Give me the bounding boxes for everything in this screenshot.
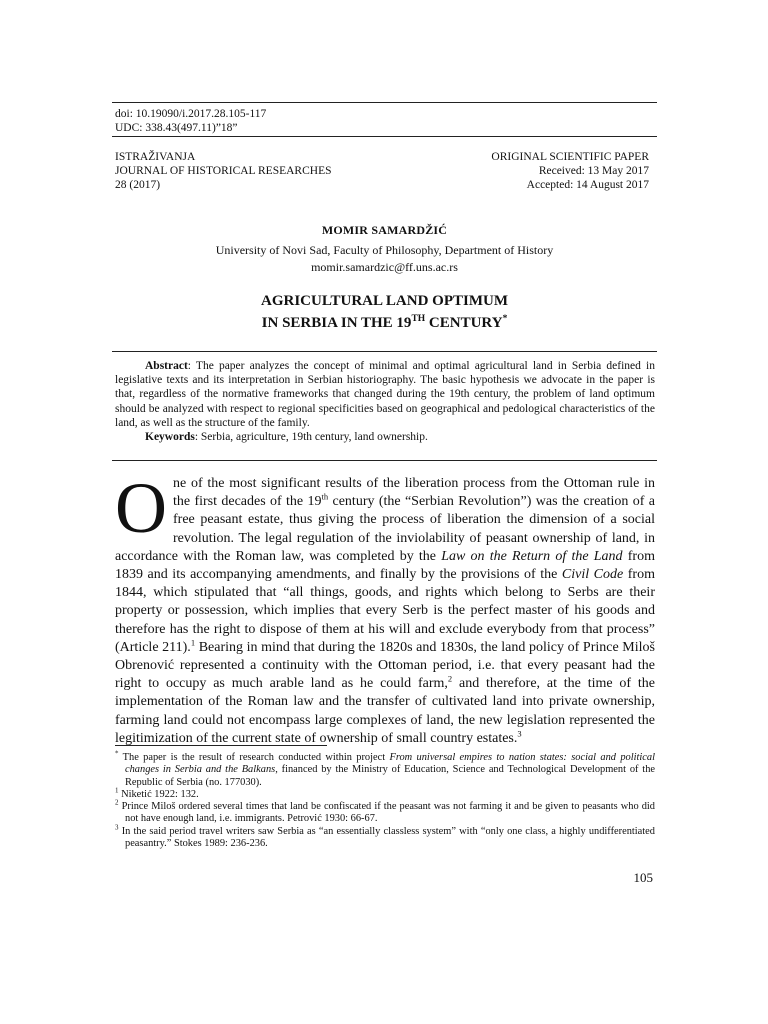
journal-name: ISTRAŽIVANJA [115, 151, 196, 163]
doi-udc-block [115, 107, 266, 135]
footnote-3 [115, 823, 655, 851]
journal-header [115, 150, 332, 192]
title-line-2 [112, 310, 657, 332]
author-email[interactable]: momir.samardzic@ff.uns.ac.rs [311, 260, 458, 274]
footnote-text: The paper is the result of research conducted within project [118, 752, 390, 763]
journal-volume: 28 (2017) [115, 179, 161, 191]
body-text [115, 468, 656, 748]
body-paragraph [115, 468, 656, 748]
footnote-text: , financed by the Ministry of Education, Science and Technological Development of the Republic of Serbia (no. 177030). [125, 764, 655, 788]
author-name: MOMIR SAMARDŽIĆ [321, 223, 448, 237]
footnote-mark: 3 [115, 823, 119, 832]
paper-type: ORIGINAL SCIENTIFIC PAPER [491, 151, 649, 163]
footnotes [115, 749, 655, 850]
abstract-top-rule [112, 351, 657, 352]
footnote-text: In the said period travel writers saw Serbia as “an essentially classless system” with “only one class, a highly undifferentiated peasantry.” Stokes 1989: 236-236. [118, 825, 655, 850]
footnote-star [115, 749, 655, 789]
footnote-text: Prince Miloš ordered several times that land be confiscated if the peasant was not farming it and be given to peasants who did not have enough land, i.e. immigrants. Petrović 1930: 66-67. [118, 801, 655, 825]
footnote-ref-1[interactable]: 1 [190, 637, 196, 648]
footnote-ref-3[interactable]: 3 [517, 728, 522, 739]
paper-status [491, 150, 649, 192]
footnote-1 [115, 786, 655, 801]
title-line-2-text: IN SERBIA IN THE 19 [261, 315, 412, 331]
body-segment: century (the “Serbian Revolution”) was the creation of a free peasant estate, thus giving the process of liberation the dimension of a social revolution. The legal regulation of the inviolability of peasant ownership of land, in accordance with the Roman law, was completed by the [115, 494, 656, 564]
law-title: Law on the Return of the Land [441, 548, 623, 564]
ordinal-superscript: th [321, 491, 329, 502]
drop-cap: O [115, 468, 167, 548]
udc: UDC: 338.43(497.11)”18” [115, 122, 238, 134]
abstract-paragraph [115, 359, 655, 430]
page-number: 105 [633, 870, 653, 885]
title-line-2-end: CENTURY [425, 315, 503, 331]
footnote-mark: 2 [115, 798, 119, 807]
project-title: From universal empires to nation states: social and political changes in Serbia and the Balkans [125, 752, 655, 776]
title-footnote-marker[interactable]: * [502, 314, 508, 324]
footnote-text: Niketić 1922: 132. [118, 788, 199, 800]
title-line-1: AGRICULTURAL LAND OPTIMUM [261, 293, 508, 309]
body-segment: and therefore, at the time of the implementation of the Roman law and the transfer of cultivated land into private ownership, farming land could not encompass large complexes of land, the new legislation represented the legitimization of the current state of ownership of small country estates. [115, 676, 655, 746]
journal-subtitle: JOURNAL OF HISTORICAL RESEARCHES [115, 165, 332, 177]
title-superscript: TH [411, 314, 426, 324]
footnote-mark: * [115, 749, 119, 758]
keywords-label: Keywords [145, 431, 195, 444]
author-affiliation-block [112, 242, 657, 276]
received-date: Received: 13 May 2017 [538, 165, 649, 177]
footnote-ref-2[interactable]: 2 [447, 673, 453, 684]
abstract-bottom-rule [112, 460, 657, 461]
abstract-text: : The paper analyzes the concept of minimal and optimal agricultural land in Serbia defined in legislative texts and its interpretation in Serbian historiography. The basic hypothesis we advocate in the paper is that, regardless of the normative frameworks that changed during the 19th century, the problem of land optimum should be analyzed with respect to regional specificities based on geographical and pedological characteristics of the land, as well as the structure of the family. [115, 360, 655, 429]
meta-rule [112, 136, 657, 137]
accepted-date: Accepted: 14 August 2017 [526, 179, 649, 191]
body-segment: ne of the most significant results of the liberation process from the Ottoman rule in the first decades of the 19 [173, 476, 655, 510]
footnote-mark: 1 [115, 786, 119, 795]
keywords-paragraph [115, 430, 655, 444]
keywords-text: : Serbia, agriculture, 19th century, land ownership. [194, 431, 428, 444]
doi: doi: 10.19090/i.2017.28.105-117 [115, 108, 267, 120]
paper-title [112, 292, 657, 332]
abstract [115, 359, 655, 444]
abstract-label: Abstract [145, 360, 188, 372]
body-segment: Bearing in mind that during the 1820s and 1830s, the land policy of Prince Miloš Obrenović represented a continuity with the Ottoman period, i.e. that every peasant had the right to occupy as much arable land as he could farm, [115, 639, 655, 692]
author-affiliation: University of Novi Sad, Faculty of Philosophy, Department of History [215, 243, 554, 257]
civil-code-title: Civil Code [561, 567, 624, 583]
footnote-rule [115, 745, 327, 746]
top-rule [112, 102, 657, 103]
body-segment: from 1839 and its accompanying amendments, and finally by the provisions of the [115, 548, 655, 583]
body-segment: from 1844, which stipulated that “all things, goods, and rights which belong to Serbs are their property or possession, which implies that every Serb is the perfect master of his goods and therefore has the right to dispose of them at his will and exclude everybody from that process” (Article 211). [115, 567, 655, 655]
footnote-2 [115, 798, 655, 826]
